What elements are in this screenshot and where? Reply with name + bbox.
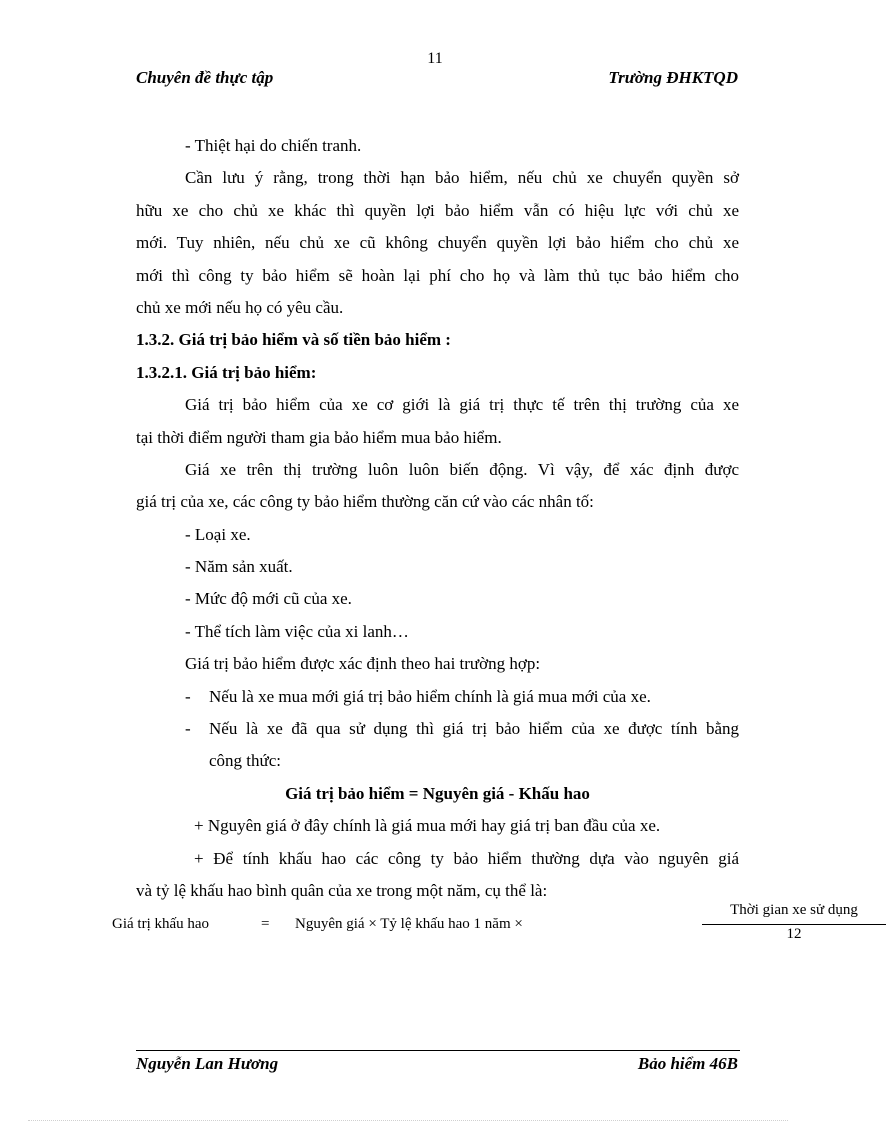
header-document-type: Chuyên đề thực tập: [136, 68, 274, 87]
formula-insured-value: Giá trị bảo hiểm = Nguyên giá - Khấu hao: [285, 783, 590, 803]
plus-item-depreciation: + Để tính khấu hao các công ty bảo hiểm thường dựa vào nguyên giá: [194, 848, 739, 868]
page-footer: [136, 1054, 738, 1076]
footer-author: Nguyễn Lan Hương: [136, 1054, 279, 1073]
paragraph-line: tại thời điểm người tham gia bảo hiểm mua bảo hiểm.: [136, 427, 502, 447]
paragraph-line: và tỷ lệ khấu hao bình quân của xe trong một năm, cụ thể là:: [136, 880, 548, 900]
plus-item-original-price: + Nguyên giá ở đây chính là giá mua mới hay giá trị ban đầu của xe.: [194, 816, 661, 836]
section-heading-1-3-2: 1.3.2. Giá trị bảo hiểm và số tiền bảo hiểm :: [136, 330, 451, 350]
footer-class: Bảo hiểm 46B: [637, 1054, 738, 1073]
fraction-bar: [702, 924, 886, 925]
bullet-item-new-car: [136, 681, 739, 713]
bullet-dash: -: [185, 686, 191, 706]
paragraph-line: giá trị của xe, các công ty bảo hiểm thường căn cứ vào các nhân tố:: [136, 492, 594, 512]
document-body: [136, 130, 739, 907]
formula-lhs: Giá trị khấu hao: [112, 916, 210, 932]
footer-divider: [136, 1050, 740, 1051]
bullet-text: Nếu là xe đã qua sử dụng thì giá trị bảo hiểm của xe được tính bằng: [209, 719, 739, 739]
list-item: - Mức độ mới cũ của xe.: [185, 589, 352, 609]
bullet-continuation: công thức:: [209, 751, 282, 771]
section-heading-1-3-2-1: 1.3.2.1. Giá trị bảo hiểm:: [136, 362, 317, 382]
paragraph-war-damage: - Thiệt hại do chiến tranh.: [185, 136, 362, 155]
formula-rhs: Nguyên giá × Tỷ lệ khấu hao 1 năm ×: [295, 916, 523, 932]
fraction-denominator: 12: [786, 926, 802, 942]
formula-equals: =: [261, 916, 270, 932]
paragraph-line: Giá xe trên thị trường luôn luôn biến động. Vì vậy, để xác định được: [185, 459, 739, 479]
page-bottom-edge: [28, 1120, 788, 1121]
paragraph-line: Giá trị bảo hiểm của xe cơ giới là giá trị thực tế trên thị trường của xe: [185, 395, 739, 415]
formula-fraction: [702, 902, 886, 946]
paragraph-line: Cần lưu ý rằng, trong thời hạn bảo hiểm, nếu chủ xe chuyển quyền sở: [185, 168, 739, 188]
header-school: Trường ĐHKTQD: [608, 68, 738, 87]
paragraph-line: mới. Tuy nhiên, nếu chủ xe cũ không chuyển quyền lợi bảo hiểm cho chủ xe: [136, 233, 739, 253]
page-header: [136, 68, 738, 90]
bullet-dash: -: [185, 719, 191, 739]
bullet-text: Nếu là xe mua mới giá trị bảo hiểm chính là giá mua mới của xe.: [209, 686, 651, 706]
paragraph-line: chủ xe mới nếu họ có yêu cầu.: [136, 297, 344, 317]
page-number: 11: [427, 50, 443, 67]
list-item: - Năm sản xuất.: [185, 557, 293, 577]
list-item: - Loại xe.: [185, 524, 251, 544]
depreciation-formula: [112, 902, 858, 946]
paragraph-line: hữu xe cho chủ xe khác thì quyền lợi bảo hiểm vẫn có hiệu lực với chủ xe: [136, 200, 739, 220]
bullet-item-used-car: [136, 713, 739, 745]
paragraph-line: Giá trị bảo hiểm được xác định theo hai trường hợp:: [185, 654, 541, 674]
list-item: - Thể tích làm việc của xi lanh…: [185, 621, 409, 641]
paragraph-line: mới thì công ty bảo hiểm sẽ hoàn lại phí cho họ và làm thủ tục bảo hiểm cho: [136, 265, 739, 285]
fraction-numerator: Thời gian xe sử dụng: [730, 902, 858, 918]
